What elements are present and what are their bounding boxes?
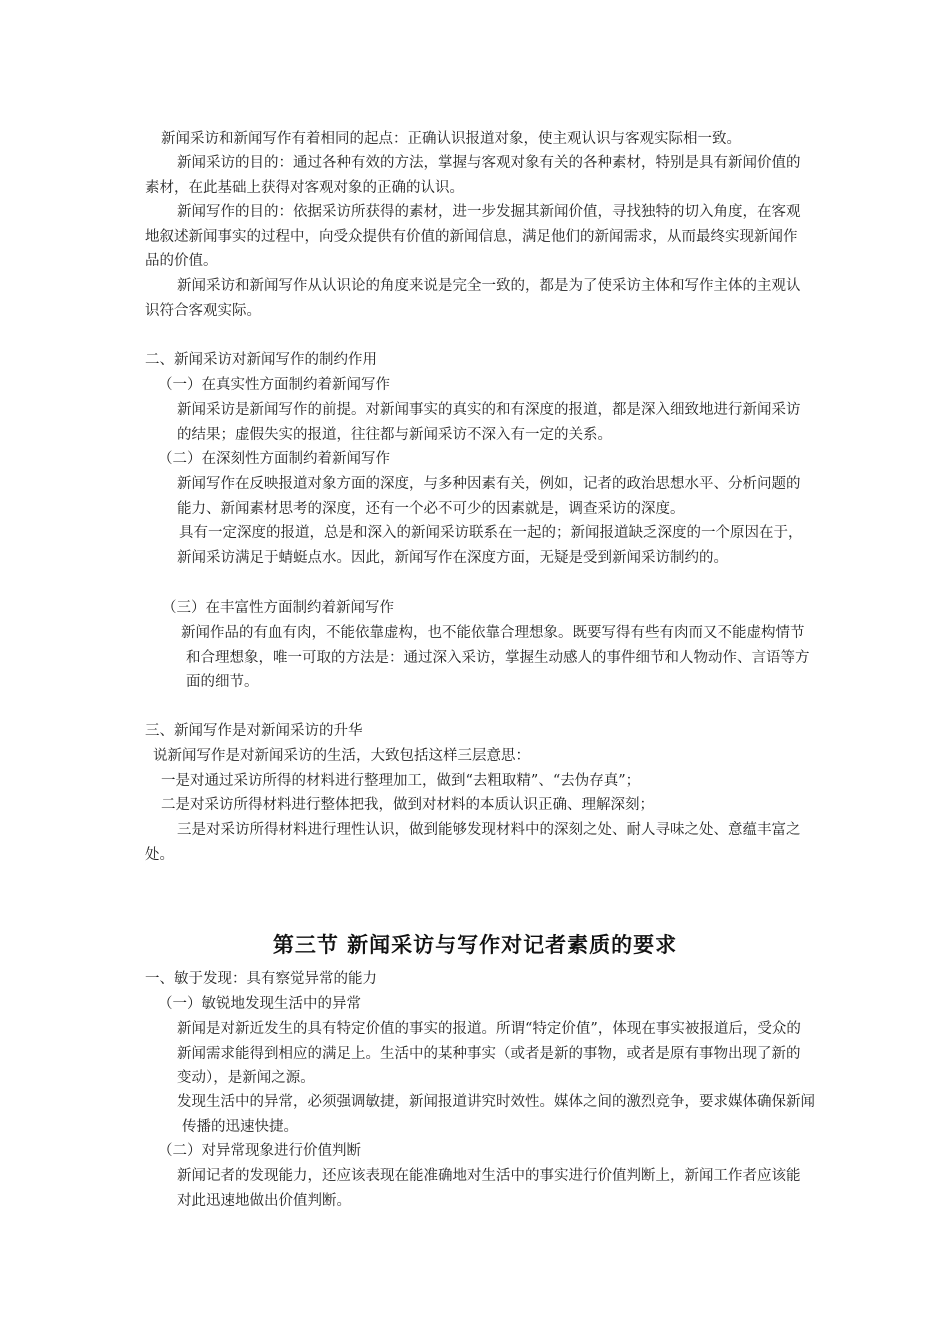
paragraph-truthfulness: 新闻采访是新闻写作的前提。对新闻事实的真实的和有深度的报道，都是深入细致地进行新闻采访的结果；虚假失实的报道，往往都与新闻采访不深入有一定的关系。 [177, 402, 801, 443]
paragraph-epistemology: 新闻采访和新闻写作从认识论的角度来说是完全一致的，都是为了使采访主体和写作主体的主观认识符合客观实际。 [145, 278, 801, 319]
subheading-value-judgment: （二）对异常现象进行价值判断 [158, 1143, 361, 1159]
section-title: 第三节 新闻采访与写作对记者素质的要求 [272, 932, 678, 957]
paragraph-value-judgment: 新闻记者的发现能力，还应该表现在能准确地对生活中的事实进行价值判断上，新闻工作者应该能对此迅速地做出价值判断。 [177, 1168, 801, 1209]
paragraph-depth-constraint: 具有一定深度的报道，总是和深入的新闻采访联系在一起的；新闻报道缺乏深度的一个原因在于，新闻采访满足于蜻蜓点水。因此，新闻写作在深度方面，无疑是受到新闻采访制约的。 [177, 525, 803, 566]
paragraph-news-definition: 新闻是对新近发生的具有特定价值的事实的报道。所谓“特定价值”，体现在事实被报道后，受众的新闻需求能得到相应的满足上。生活中的某种事实（或者是新的事物，或者是原有事物出现了新的变动），是新闻之源。 [177, 1021, 801, 1086]
subheading-depth: （二）在深刻性方面制约着新闻写作 [158, 451, 390, 467]
heading-sensitivity: 一、敏于发现：具有察觉异常的能力 [145, 971, 377, 987]
paragraph-common-starting-point: 新闻采访和新闻写作有着相同的起点：正确认识报道对象，使主观认识与客观实际相一致。 [161, 131, 741, 147]
paragraph-richness: 新闻作品的有血有肉，不能依靠虚构，也不能依靠合理想象。既要写得有些有肉而又不能虚构情节和合理想象，唯一可取的方法是：通过深入采访，掌握生动感人的事件细节和人物动作、言语等方面的细节。 [181, 625, 810, 690]
list-item-meaning-1: 一是对通过采访所得的材料进行整理加工，做到“去粗取精”、“去伪存真”； [161, 773, 641, 789]
paragraph-timeliness: 发现生活中的异常，必须强调敏捷，新闻报道讲究时效性。媒体之间的激烈竞争，要求媒体确保新闻传播的迅速快捷。 [177, 1094, 815, 1135]
paragraph-depth-factors: 新闻写作在反映报道对象方面的深度，与多种因素有关，例如，记者的政治思想水平、分析问题的能力、新闻素材思考的深度，还有一个必不可少的因素就是，调查采访的深度。 [177, 476, 801, 517]
paragraph-interview-purpose: 新闻采访的目的：通过各种有效的方法，掌握与客观对象有关的各种素材，特别是具有新闻价值的素材，在此基础上获得对客观对象的正确的认识。 [145, 155, 801, 196]
list-item-meaning-2: 二是对采访所得材料进行整体把我，做到对材料的本质认识正确、理解深刻； [161, 797, 654, 813]
subheading-richness: （三）在丰富性方面制约着新闻写作 [162, 600, 394, 616]
heading-part-3: 三、新闻写作是对新闻采访的升华 [145, 723, 363, 739]
subheading-discover-anomaly: （一）敏锐地发现生活中的异常 [158, 996, 361, 1012]
heading-part-2: 二、新闻采访对新闻写作的制约作用 [145, 352, 377, 368]
paragraph-three-meanings: 说新闻写作是对新闻采访的生活，大致包括这样三层意思： [153, 748, 530, 764]
subheading-truthfulness: （一）在真实性方面制约着新闻写作 [158, 377, 390, 393]
list-item-meaning-3: 三是对采访所得材料进行理性认识，做到能够发现材料中的深刻之处、耐人寻味之处、意蕴丰富之处。 [145, 822, 801, 863]
paragraph-writing-purpose: 新闻写作的目的：依据采访所获得的素材，进一步发掘其新闻价值，寻找独特的切入角度，在客观地叙述新闻事实的过程中，向受众提供有价值的新闻信息，满足他们的新闻需求，从而最终实现新闻作品的价值。 [145, 204, 801, 269]
